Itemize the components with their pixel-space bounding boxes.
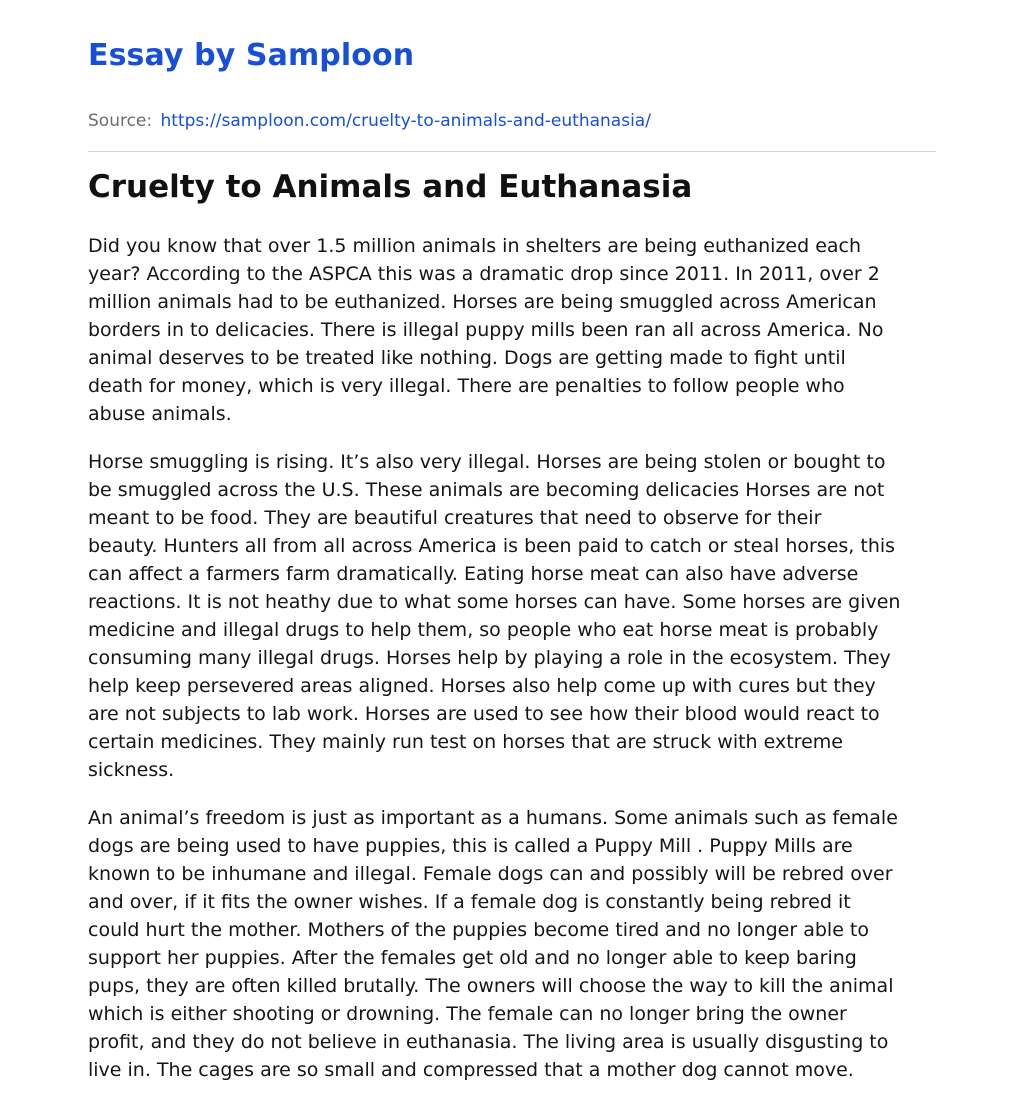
essay-paragraph-1 [88, 232, 936, 428]
source-line [88, 109, 936, 133]
essay-content [88, 36, 936, 1084]
paragraph-line: help keep persevered areas aligned. Horses also help come up with cures but they [88, 675, 876, 697]
paragraph-line: medicine and illegal drugs to help them, so people who eat horse meat is probably [88, 619, 879, 641]
paragraph-line: are not subjects to lab work. Horses are used to see how their blood would react to [88, 703, 880, 725]
paragraph-line: beauty. Hunters all from all across America is been paid to catch or steal horses, this [88, 535, 896, 557]
paragraph-line: borders in to delicacies. There is illegal puppy mills been ran all across America. No [88, 319, 884, 341]
paragraph-line: consuming many illegal drugs. Horses help by playing a role in the ecosystem. They [88, 647, 891, 669]
paragraph-line: An animal’s freedom is just as important as a humans. Some animals such as female [88, 807, 898, 829]
paragraph-line: reactions. It is not heathy due to what some horses can have. Some horses are given [88, 591, 901, 613]
paragraph-line: sickness. [88, 759, 175, 781]
paragraph-line: live in. The cages are so small and compressed that a mother dog cannot move. [88, 1059, 854, 1081]
paragraph-line: support her puppies. After the females get old and no longer able to keep baring [88, 947, 857, 969]
paragraph-line: certain medicines. They mainly run test on horses that are struck with extreme [88, 731, 843, 753]
paragraph-line: death for money, which is very illegal. There are penalties to follow people who [88, 375, 845, 397]
paragraph-line: million animals had to be euthanized. Horses are being smuggled across American [88, 291, 877, 313]
paragraph-line: be smuggled across the U.S. These animals are becoming delicacies Horses are not [88, 479, 885, 501]
paragraph-line: profit, and they do not believe in euthanasia. The living area is usually disgusting to [88, 1031, 889, 1053]
paragraph-line: can affect a farmers farm dramatically. Eating horse meat can also have adverse [88, 563, 859, 585]
paragraph-line: which is either shooting or drowning. The female can no longer bring the owner [88, 1003, 847, 1025]
paragraph-line: pups, they are often killed brutally. The owners will choose the way to kill the animal [88, 975, 894, 997]
paragraph-line: and over, if it fits the owner wishes. If a female dog is constantly being rebred it [88, 891, 851, 913]
paragraph-line: year? According to the ASPCA this was a dramatic drop since 2011. In 2011, over 2 [88, 263, 880, 285]
essay-title: Cruelty to Animals and Euthanasia [88, 169, 693, 205]
essay-paragraph-2 [88, 448, 936, 784]
paragraph-line: could hurt the mother. Mothers of the puppies become tired and no longer able to [88, 919, 870, 941]
paragraph-line: known to be inhumane and illegal. Female dogs can and possibly will be rebred over [88, 863, 893, 885]
header-divider [88, 151, 936, 152]
paragraph-line: meant to be food. They are beautiful creatures that need to observe for their [88, 507, 822, 529]
source-link[interactable]: https://samploon.com/cruelty-to-animals-and-euthanasia/ [160, 111, 651, 131]
paragraph-line: Did you know that over 1.5 million animals in shelters are being euthanized each [88, 235, 862, 257]
paragraph-line: dogs are being used to have puppies, this is called a Puppy Mill . Puppy Mills are [88, 835, 853, 857]
essay-body [88, 232, 936, 1084]
paragraph-line: animal deserves to be treated like nothing. Dogs are getting made to fight until [88, 347, 846, 369]
source-label: Source: [88, 111, 153, 131]
site-title: Essay by Samploon [88, 38, 415, 73]
essay-paragraph-3 [88, 804, 936, 1084]
paragraph-line: Horse smuggling is rising. It’s also very illegal. Horses are being stolen or bought to [88, 451, 886, 473]
paragraph-line: abuse animals. [88, 403, 232, 425]
